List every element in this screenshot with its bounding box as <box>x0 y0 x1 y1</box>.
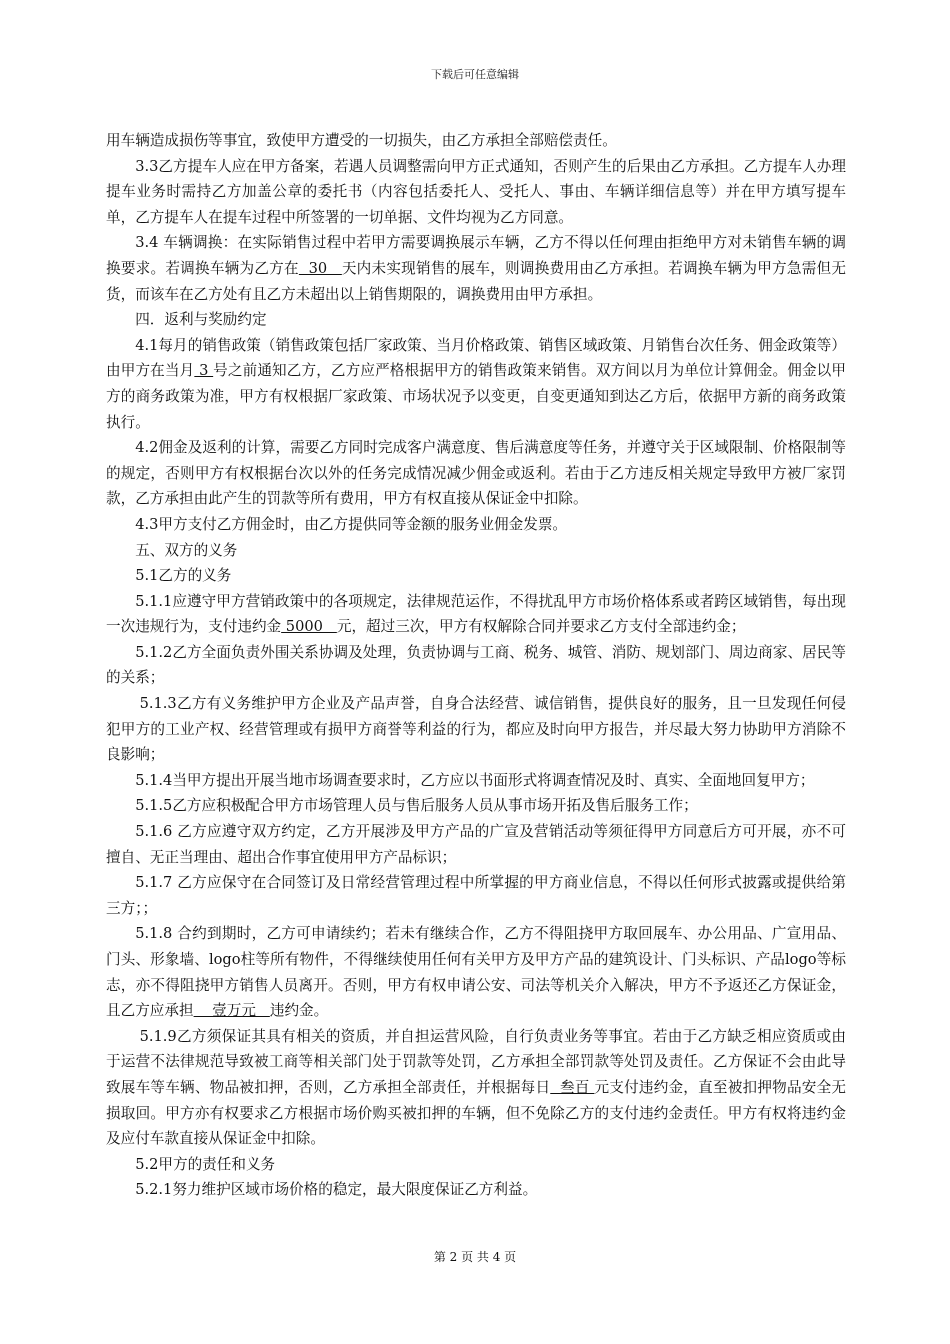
paragraph-5-2-1: 5.2.1努力维护区域市场价格的稳定，最大限度保证乙方利益。 <box>135 1181 538 1199</box>
paragraph-4-3: 4.3甲方支付乙方佣金时，由乙方提供同等金额的服务业佣金发票。 <box>135 515 568 533</box>
underlined-penalty-amount: 壹万元 <box>193 1002 270 1020</box>
subheading-5-2: 5.2甲方的责任和义务 <box>135 1155 276 1173</box>
text: 5.1.8 合约到期时，乙方可申请续约；若未有继续合作，乙方不得阻挠甲方取回展车、办公用品、广宣用品、门头、形象墙、logo柱等所有物件，不得继续使用任何有关甲方及甲方产品的建筑设计、门头标识、产品logo等标志，亦不得阻挠甲方销售人员离开。否则，甲方有权申请公安、司法等机关介入解决，甲方不予返还乙方保证金，且乙方应承担 <box>106 925 846 1020</box>
text: 元，超过三次，甲方有权解除合同并要求乙方支付全部违约金； <box>336 618 746 636</box>
paragraph-3-4 <box>106 230 846 307</box>
underlined-days: 30 <box>298 259 342 277</box>
paragraph-5-1-1 <box>106 589 846 640</box>
paragraph-4-1 <box>106 333 846 435</box>
paragraph-3-3: 3.3乙方提车人应在甲方备案，若遇人员调整需向甲方正式通知，否则产生的后果由乙方承担。乙方提车人办理提车业务时需持乙方加盖公章的委托书（内容包括委托人、受托人、事由、车辆详细信息等）并在甲方填写提车单，乙方提车人在提车过程中所签署的一切单据、文件均视为乙方同意。 <box>106 157 846 226</box>
underlined-day-number: 3 <box>194 362 214 380</box>
document-body <box>106 128 846 1203</box>
text: 4.1每月的销售政策（销售政策包括厂家政策、当月价格政策、销售区域政策、月销售台次任务、佣金政策等）由甲方在当月 <box>106 336 846 380</box>
paragraph-4-2: 4.2佣金及返利的计算，需要乙方同时完成客户满意度、售后满意度等任务，并遵守关于区域限制、价格限制等的规定，否则甲方有权根据台次以外的任务完成情况减少佣金或返利。若由于乙方违反相关规定导致甲方被厂家罚款，乙方承担由此产生的罚款等所有费用，甲方有权直接从保证金中扣除。 <box>106 439 846 508</box>
paragraph-5-1-2: 5.1.2乙方全面负责外围关系协调及处理，负责协调与工商、税务、城管、消防、规划部门、周边商家、居民等的关系； <box>106 643 846 687</box>
text: 元支付违约金，直至被扣押物品安全无损取回。甲方亦有权要求乙方根据市场价购买被扣押的车辆，但不免除乙方的支付违约金责任。甲方有权将违约金及应付车款直接从保证金中扣除。 <box>106 1078 846 1148</box>
text: 号之前通知乙方，乙方应严格根据甲方的销售政策来销售。双方间以月为单位计算佣金。佣金以甲方的商务政策为准，甲方有权根据厂家政策、市场状况予以变更，自变更通知到达乙方后，依据甲方新的商务政策执行。 <box>106 362 846 431</box>
text: 天内未实现销售的展车，则调换费用由乙方承担。若调换车辆为甲方急需但无货，而该车在乙方处有且乙方未超出以上销售期限的，调换费用由甲方承担。 <box>106 259 846 303</box>
paragraph-5-1-8 <box>106 921 846 1023</box>
paragraph-5-1-6: 5.1.6 乙方应遵守双方约定，乙方开展涉及甲方产品的广宣及营销活动等须征得甲方同意后方可开展，亦不可擅自、无正当理由、超出合作事宜使用甲方产品标识； <box>106 823 846 866</box>
section-heading-5: 五、双方的义务 <box>135 541 238 559</box>
underlined-daily-penalty: 叁百 <box>550 1078 595 1096</box>
text: 5.1.9乙方须保证其具有相关的资质，并自担运营风险，自行负责业务等事宜。若由于乙方缺乏相应资质或由于运营不法律规范导致被工商等相关部门处于罚款等处罚，乙方承担全部罚款等处罚及责任。乙方保证不会由此导致展车等车辆、物品被扣押，否则，乙方承担全部责任，并根据每日 <box>106 1027 846 1096</box>
paragraph-5-1-9 <box>106 1024 846 1152</box>
paragraph: 用车辆造成损伤等事宜，致使甲方遭受的一切损失，由乙方承担全部赔偿责任。 <box>106 132 617 149</box>
paragraph-5-1-7: 5.1.7 乙方应保守在合同签订及日常经营管理过程中所掌握的甲方商业信息，不得以任何形式披露或提供给第三方；； <box>106 874 846 917</box>
page-header: 下载后可任意编辑 <box>431 68 519 81</box>
paragraph-5-1-3: 5.1.3乙方有义务维护甲方企业及产品声誉，自身合法经营、诚信销售，提供良好的服务，且一旦发现任何侵犯甲方的工业产权、经营管理或有损甲方商誉等利益的行为，都应及时向甲方报告，并尽最大努力协助甲方消除不良影响； <box>106 695 846 764</box>
underlined-penalty-amount: 5000 <box>281 618 337 636</box>
page-number-footer: 第 2 页 共 4 页 <box>433 1250 517 1264</box>
section-heading-4: 四．返利与奖励约定 <box>135 311 267 329</box>
text: 5.1.1应遵守甲方营销政策中的各项规定，法律规范运作，不得扰乱甲方市场价格体系或者跨区域销售，每出现一次违规行为，支付违约金 <box>106 592 846 636</box>
paragraph-5-1-5: 5.1.5乙方应积极配合甲方市场管理人员与售后服务人员从事市场开拓及售后服务工作； <box>135 797 698 815</box>
paragraph-5-1-4: 5.1.4当甲方提出开展当地市场调查要求时，乙方应以书面形式将调查情况及时、真实、全面地回复甲方； <box>135 771 815 789</box>
text: 违约金。 <box>269 1002 329 1020</box>
subheading-5-1: 5.1乙方的义务 <box>135 567 232 585</box>
text: 3.4 车辆调换：在实际销售过程中若甲方需要调换展示车辆，乙方不得以任何理由拒绝甲方对未销售车辆的调换要求。若调换车辆为乙方在 <box>106 234 846 277</box>
